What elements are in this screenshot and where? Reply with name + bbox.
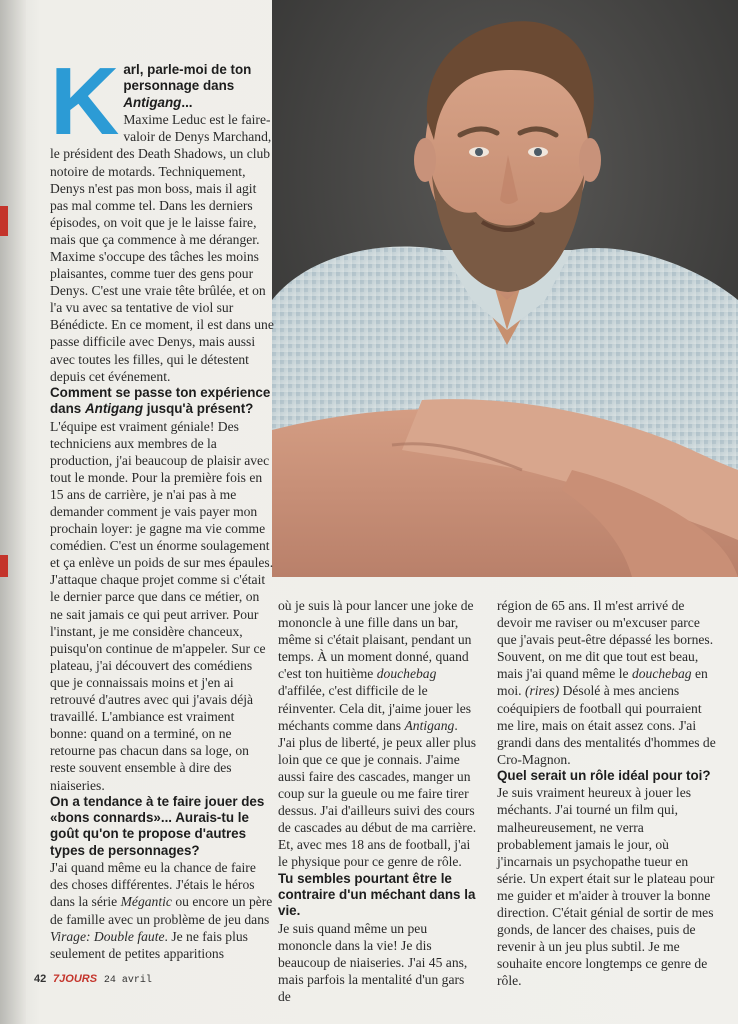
page-gutter-shadow xyxy=(0,0,26,1024)
article-column-2 xyxy=(278,597,478,1005)
magazine-brand: 7JOURS xyxy=(53,973,98,985)
issue-date: 24 avril xyxy=(103,975,152,986)
answer-3-part-2: où je suis là pour lancer une joke de mononcle à une fille dans un bar, même si c'était plaisant, pendant un temps. À un moment donné, quand c'est ton huitième douchebag d'affilée, c'est difficile de le réinventer. Cela dit, j'aime jouer les méchants comme dans Antigang. J'ai plus de liberté, je peux aller plus loin que ce que je connais. J'aime aussi faire des cascades, manger un coup sur la gueule ou me faire tirer dessus. J'ai d'ailleurs suivi des cours de cascades au début de ma carrière. Et, avec mes 18 ans de football, j'ai le physique pour ce genre de rôle. xyxy=(278,598,477,870)
lead-block xyxy=(50,48,274,385)
neighbor-page-red-mark-2 xyxy=(0,555,8,577)
portrait-photo xyxy=(272,0,738,577)
answer-4-part-2: région de 65 ans. Il m'est arrivé de devoir me raviser ou m'excuser parce que j'avais peut-être dépassé les bornes. Souvent, on me dit que tout est beau, mais j'ai quand même le douchebag en moi. (rires) Désolé à mes anciens coéquipiers de football qui pourraient me lire, mais on était assez cons. J'ai grandi dans des mentalités d'hommes de Cro-Magnon. xyxy=(497,598,716,767)
page-number: 42 xyxy=(34,973,47,985)
neighbor-page-red-mark xyxy=(0,206,8,236)
question-5: Quel serait un rôle idéal pour toi? xyxy=(497,767,711,783)
question-4: Tu sembles pourtant être le contraire d'un méchant dans la vie. xyxy=(278,870,476,919)
lead-answer: Maxime Leduc est le faire-valoir de Denys Marchand, le président des Death Shadows, un club notoire de motards. Techniquement, Denys n'est pas mon boss, mais il agit pas mal comme tel. Dans les derniers épisodes, on voit que je le laisse faire, mais que ça commence à me déranger. Maxime s'occupe des tâches les moins plaisantes, comme tuer des gens pour Denys. C'est une vraie tête brûlée, et on l'a vu avec sa tentative de viol sur Bénédicte. En ce moment, il est dans une passe difficile avec Denys, mais aussi avec toutes les filles, qui le détestent depuis cet événement. xyxy=(50,112,274,384)
answer-4-part-1: Je suis quand même un peu mononcle dans la vie! Je dis beaucoup de niaiseries. J'ai 45 ans, mais parfois la mentalité d'un gars de xyxy=(278,920,468,1005)
page-folio xyxy=(34,973,152,986)
answer-2: L'équipe est vraiment géniale! Des techniciens aux membres de la production, j'ai beaucoup de plaisir avec tout le monde. Pour la première fois en 15 ans de carrière, je n'ai pas à me demander comment je vais payer mon prochain loyer: je gagne ma vie comme comédien. C'est un énorme soulagement et ça enlève un poids de sur mes épaules. J'attaque chaque projet comme si c'était le dernier parce que dans ce métier, on ne sait jamais ce qui peut arriver. Pour l'instant, je me considère chanceux, puisqu'on continue de m'appeler. Sur ce plateau, j'ai découvert des comédiens que je connaissais moins et j'en ai retrouvé d'autres avec qui j'avais déjà travaillé. L'ambiance est vraiment bonne: quand on a terminé, on ne retourne pas chacun dans sa loge, on reste souvent ensemble à dire des niaiseries. xyxy=(50,418,274,793)
lead-question: arl, parle-moi de ton personnage dans Antigang... xyxy=(123,62,252,110)
question-2: Comment se passe ton expérience dans Antigang jusqu'à présent? xyxy=(50,384,271,417)
answer-3-part-1: J'ai quand même eu la chance de faire des choses différentes. J'étais le héros dans la série Mégantic ou encore un père de famille avec un problème de jeu dans Virage: Double faute. Je ne fais plus seulement de petites apparitions xyxy=(50,860,273,961)
drop-cap: K xyxy=(50,48,120,155)
article-column-1 xyxy=(50,48,274,962)
answer-5: Je suis vraiment heureux à jouer les méchants. J'ai tourné un film qui, malheureusement, ne verra probablement jamais le jour, où j'incarnais un psychopathe tueur en série. Un expert était sur le plateau pour me guider et m'aider à trouver la bonne direction. C'était génial de sortir de mes gonds, de lancer des chaises, puis de revenir à un jeu plus subtil. Je me souhaite encore longtemps ce genre de rôle. xyxy=(497,785,715,989)
question-3: On a tendance à te faire jouer des «bons connards»... Aurais-tu le goût qu'on te propose d'autres types de personnages? xyxy=(50,793,265,858)
article-column-3 xyxy=(497,597,717,989)
